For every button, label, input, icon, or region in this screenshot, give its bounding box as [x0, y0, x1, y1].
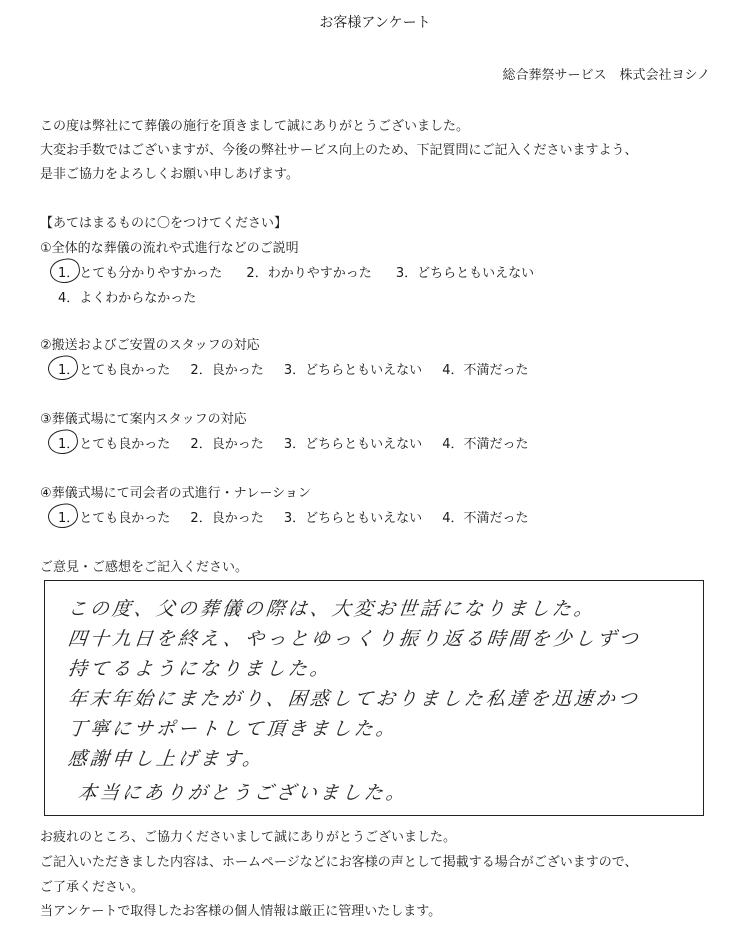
q4-option-2[interactable]: 2．良かった — [190, 511, 264, 526]
q2-option-1[interactable]: 1．とても良かった — [58, 363, 171, 378]
q3-option-2[interactable]: 2．良かった — [190, 437, 264, 452]
question-3-options — [58, 433, 545, 452]
q1-selection-circle — [48, 256, 82, 286]
question-2-options — [58, 359, 545, 378]
question-2-label: ②搬送およびご安置のスタッフの対応 — [40, 338, 260, 353]
q1-option-2[interactable]: 2．わかりやすかった — [246, 266, 372, 281]
q2-option-3[interactable]: 3．どちらともいえない — [283, 363, 423, 378]
intro-line-1: この度は弊社にて葬儀の施行を頂きまして誠にありがとうございました。 — [40, 119, 470, 134]
q4-option-3[interactable]: 3．どちらともいえない — [283, 511, 423, 526]
closing-line-1: お疲れのところ、ご協力くださいまして誠にありがとうございました。 — [40, 830, 457, 845]
q2-option-4[interactable]: 4．不満だった — [442, 363, 529, 378]
intro-line-2: 大変お手数ではございますが、今後の弊社サービス向上のため、下記質問にご記入くださいますよう、 — [40, 143, 638, 158]
closing-line-4: 当アンケートで取得したお客様の個人情報は厳正に管理いたします。 — [40, 904, 442, 919]
q1-option-1[interactable]: 1．とても分かりやすかった — [58, 266, 223, 281]
instruction-text: 【あてはまるものに〇をつけてください】 — [40, 216, 288, 231]
q4-option-1[interactable]: 1．とても良かった — [58, 511, 171, 526]
closing-line-2: ご記入いただきました内容は、ホームページなどにお客様の声として掲載する場合がございますので、 — [40, 855, 638, 870]
question-1-label: ①全体的な葬儀の流れや式進行などのご説明 — [40, 241, 299, 256]
q4-selection-circle — [46, 501, 80, 531]
comment-line-1: この度、父の葬儀の際は、大変お世話になりました。 — [66, 598, 598, 620]
closing-line-3: ご了承ください。 — [40, 880, 145, 895]
comment-line-2: 四十九日を終え、やっとゆっくり振り返る時間を少しずつ — [66, 628, 642, 650]
q3-selection-circle — [46, 427, 80, 457]
q2-option-2[interactable]: 2．良かった — [190, 363, 264, 378]
comment-line-4: 年末年始にまたがり、困惑しておりました私達を迅速かつ — [66, 688, 642, 710]
q1-option-3[interactable]: 3．どちらともいえない — [395, 266, 535, 281]
comment-line-3: 持てるようになりました。 — [66, 658, 334, 680]
company-name: 総合葬祭サービス 株式会社ヨシノ — [502, 68, 710, 83]
question-4-options — [58, 507, 545, 526]
q4-option-4[interactable]: 4．不満だった — [442, 511, 529, 526]
comment-line-6: 感謝申し上げます。 — [66, 748, 266, 770]
q1-option-4[interactable]: 4．よくわからなかった — [58, 291, 197, 306]
comment-line-7: 本当にありがとうございました。 — [76, 782, 410, 804]
q3-option-3[interactable]: 3．どちらともいえない — [283, 437, 423, 452]
comments-label: ご意見・ご感想をご記入ください。 — [40, 560, 249, 575]
page-title: お客様アンケート — [319, 15, 431, 31]
question-1-options-row-2 — [58, 287, 212, 306]
question-3-label: ③葬儀式場にて案内スタッフの対応 — [40, 412, 247, 427]
question-4-label: ④葬儀式場にて司会者の式進行・ナレーション — [40, 486, 311, 501]
q2-selection-circle — [46, 353, 80, 383]
q3-option-4[interactable]: 4．不満だった — [442, 437, 529, 452]
question-1-options — [58, 262, 550, 281]
q3-option-1[interactable]: 1．とても良かった — [58, 437, 171, 452]
intro-line-3: 是非ご協力をよろしくお願い申しあげます。 — [40, 167, 299, 182]
comment-line-5: 丁寧にサポートして頂きました。 — [66, 718, 400, 740]
